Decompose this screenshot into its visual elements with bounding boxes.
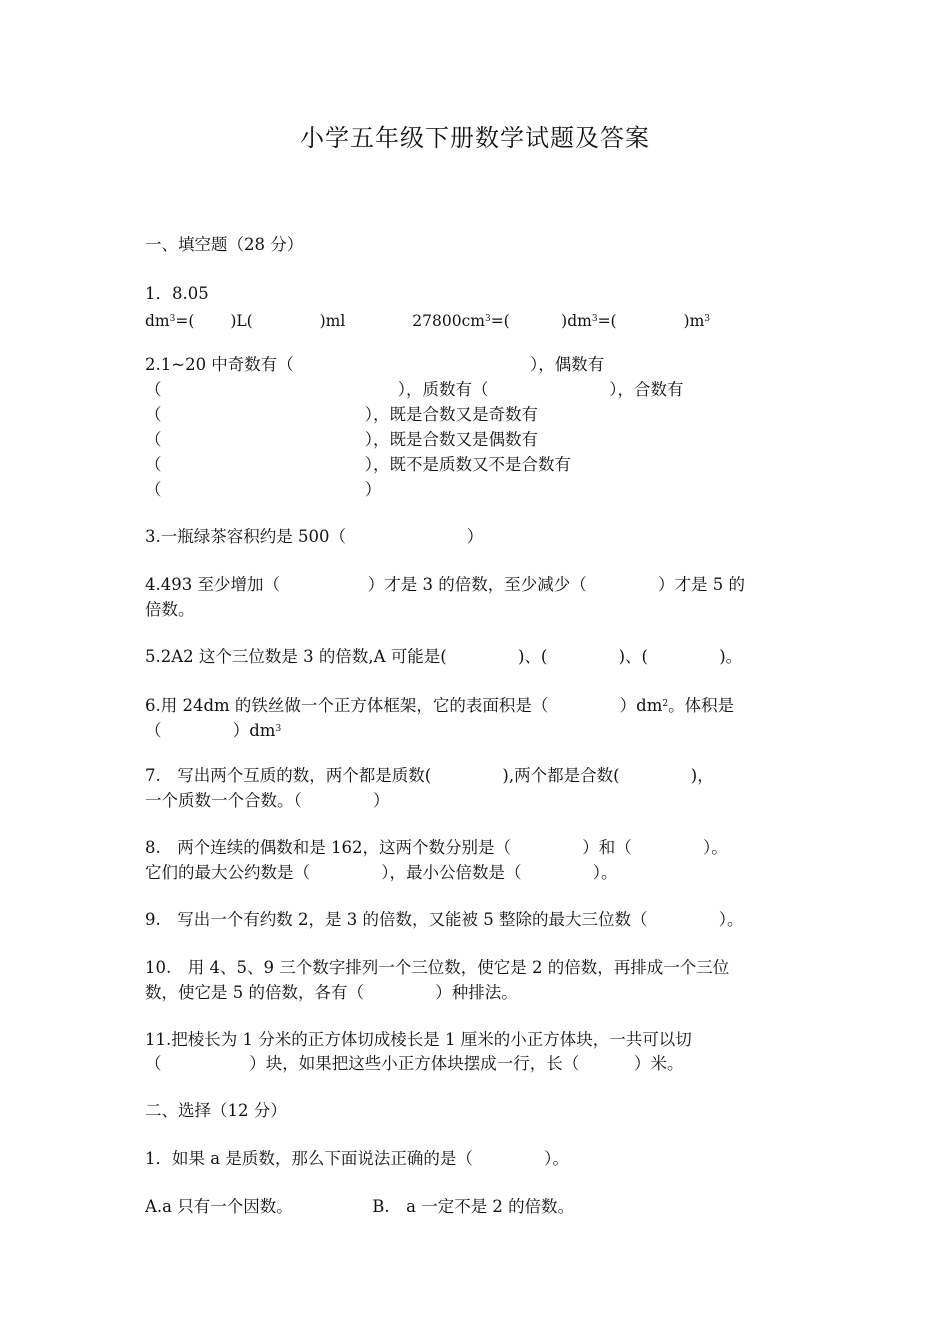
question-6-line-1: 6.用 24dm 的铁丝做一个正方体框架，它的表面积是（ ）$dm^2$。体积是 [145, 696, 735, 715]
question-11-line-2: （ ）块，如果把这些小正方体块摆成一行，长（ ）米。 [145, 1054, 684, 1073]
question-11-line-1: 11.把棱长为 1 分米的正方体切成棱长是 1 厘米的小正方体块，一共可以切 [145, 1030, 692, 1049]
question-8-line-2: 它们的最大公约数是（ ），最小公倍数是（ ）。 [145, 863, 618, 882]
choice-question-1: 1．如果 a 是质数，那么下面说法正确的是（ ）。 [145, 1149, 569, 1168]
question-9: 9. 写出一个有约数 2，是 3 的倍数，又能被 5 整除的最大三位数（ ）。 [145, 910, 744, 929]
question-8-line-1: 8. 两个连续的偶数和是 162，这两个数分别是（ ）和（ ）。 [145, 838, 728, 857]
question-2-line-2: （ ），质数有（ ），合数有 [145, 380, 684, 399]
choice-question-1-options: A.a 只有一个因数。 B. a 一定不是 2 的倍数。 [145, 1197, 575, 1216]
question-1-line-1: 1．8.05 [145, 284, 209, 303]
question-3: 3.一瓶绿茶容积约是 500（ ） [145, 527, 484, 546]
question-10-line-2: 数，使它是 5 的倍数，各有（ ）种排法。 [145, 983, 518, 1002]
question-7-line-2: 一个质数一个合数。（ ） [145, 791, 390, 810]
question-10-line-1: 10. 用 4、5、9 三个数字排列一个三位数，使它是 2 的倍数，再排成一个三位 [145, 958, 730, 977]
question-6-line-2: （ ）$dm^3$ [145, 721, 282, 740]
question-2-line-4: （ ），既是合数又是偶数有 [145, 430, 538, 449]
question-2-line-3: （ ），既是合数又是奇数有 [145, 405, 538, 424]
question-1-line-2: $dm^3=$( )L( )ml $27800cm^3=$( )$dm^3=$( )$m^3$ [145, 312, 711, 330]
question-5: 5.2A2 这个三位数是 3 的倍数,A 可能是( )、( )、( )。 [145, 647, 743, 666]
question-2-line-1: 2.1~20 中奇数有（ ），偶数有 [145, 355, 605, 374]
question-7-line-1: 7. 写出两个互质的数，两个都是质数( ),两个都是合数( )， [145, 766, 714, 785]
question-4-line-1: 4.493 至少增加（ ）才是 3 的倍数，至少减少（ ）才是 5 的 [145, 575, 745, 594]
section-choice-heading: 二、选择（12 分） [145, 1101, 287, 1120]
question-2-line-6: （ ） [145, 480, 382, 499]
page-title: 小学五年级下册数学试题及答案 [300, 124, 650, 152]
section-fill-blank-heading: 一、填空题（28 分） [145, 235, 304, 254]
question-2-line-5: （ ），既不是质数又不是合数有 [145, 455, 571, 474]
question-4-line-2: 倍数。 [145, 600, 195, 619]
